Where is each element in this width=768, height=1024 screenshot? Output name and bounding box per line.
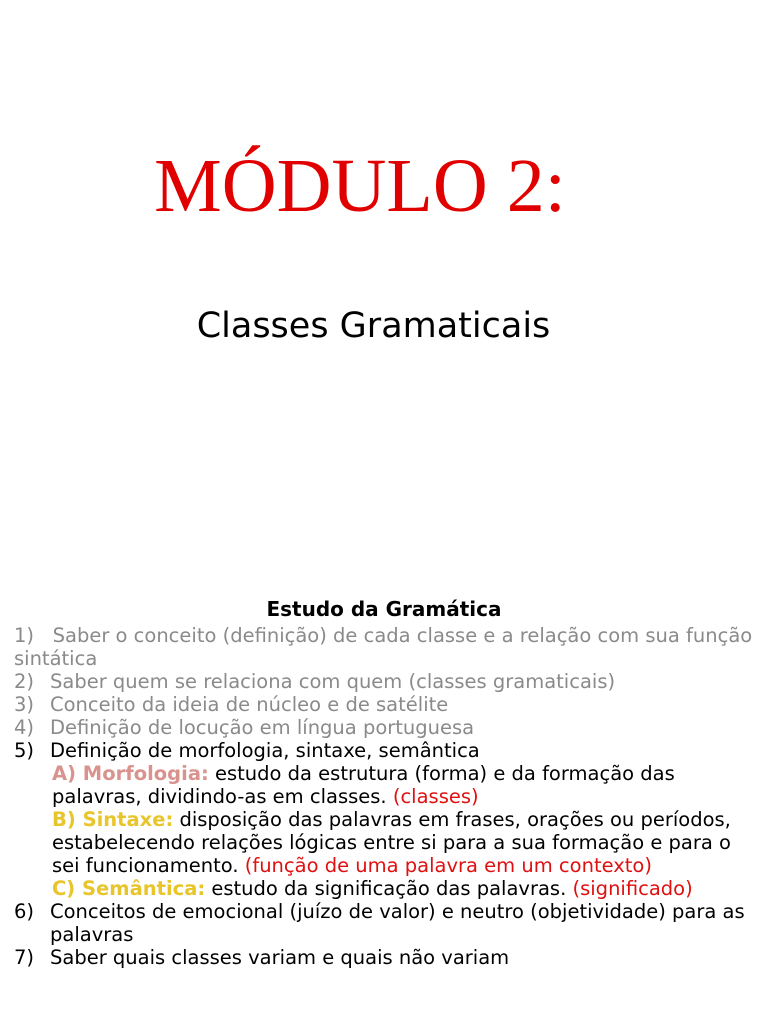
item-text: Definição de locução em língua portuguesa bbox=[50, 716, 475, 739]
subitem-semantica bbox=[14, 877, 764, 900]
study-list bbox=[14, 624, 764, 969]
item-number: 4) bbox=[14, 716, 35, 739]
item-text: Conceito da ideia de núcleo e de satélite bbox=[50, 693, 449, 716]
item-number: 2) bbox=[14, 670, 35, 693]
item-number: 7) bbox=[14, 946, 35, 969]
item-text: Conceitos de emocional (juízo de valor) e neutro (objetividade) para as palavras bbox=[50, 900, 745, 946]
item-text: Saber quem se relaciona com quem (classes gramaticais) bbox=[50, 670, 616, 693]
section-heading: Estudo da Gramática bbox=[266, 597, 502, 621]
subitem-note: (classes) bbox=[392, 785, 479, 808]
item-number: 1) bbox=[14, 624, 35, 647]
list-item-7 bbox=[14, 946, 764, 969]
subitem-note: (função de uma palavra em um contexto) bbox=[244, 854, 652, 877]
list-item-1 bbox=[14, 624, 764, 670]
subitem-note: (significado) bbox=[572, 877, 693, 900]
subitem-sintaxe bbox=[14, 808, 764, 877]
item-text: Saber quais classes variam e quais não variam bbox=[50, 946, 510, 969]
slide-subtitle: Classes Gramaticais bbox=[196, 306, 551, 346]
subitem-label: A) Morfologia: bbox=[52, 762, 209, 785]
list-item-5 bbox=[14, 739, 764, 762]
item-number: 3) bbox=[14, 693, 35, 716]
item-text: Saber o conceito (definição) de cada classe e a relação com sua função sintática bbox=[14, 624, 753, 670]
item-text: Definição de morfologia, sintaxe, semântica bbox=[50, 739, 480, 762]
slide-title: MÓDULO 2: bbox=[154, 144, 566, 228]
item-number: 5) bbox=[14, 739, 35, 762]
list-item-6 bbox=[14, 900, 764, 946]
list-item-4 bbox=[14, 716, 764, 739]
subitem-text: estudo da significação das palavras. bbox=[205, 877, 573, 900]
list-item-2 bbox=[14, 670, 764, 693]
subitem-label: C) Semântica: bbox=[52, 877, 206, 900]
list-item-3 bbox=[14, 693, 764, 716]
subitem-morfologia bbox=[14, 762, 764, 808]
subitem-text: disposição das palavras em frases, orações ou períodos, estabelecendo relações lógicas entre si para a sua formação e para o sei funcionamento. bbox=[52, 808, 731, 877]
item-number: 6) bbox=[14, 900, 35, 923]
subitem-text: estudo da estrutura (forma) e da formação das palavras, dividindo-as em classes. bbox=[52, 762, 675, 808]
subitem-label: B) Sintaxe: bbox=[52, 808, 174, 831]
